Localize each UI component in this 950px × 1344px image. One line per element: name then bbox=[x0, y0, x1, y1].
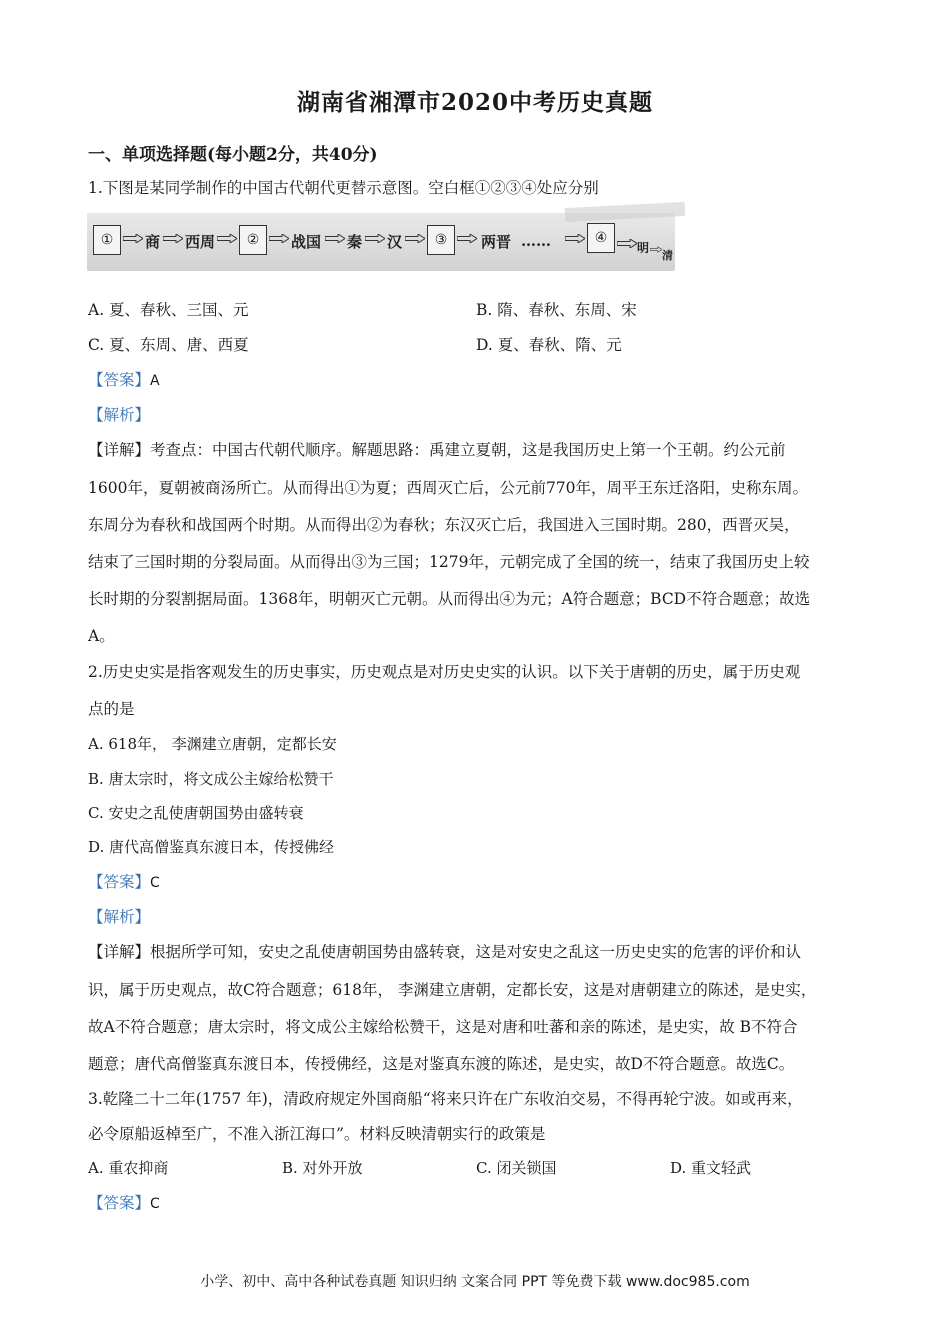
detail-text: 根据所学可知，安史之乱使唐朝国势由盛转衰，这是对安史之乱这一历史史实的危害的评价和认 bbox=[150, 943, 802, 961]
arrow-icon bbox=[163, 234, 183, 243]
detail-tag: 【详解】 bbox=[88, 441, 151, 459]
blank-box-4: ④ bbox=[587, 223, 615, 253]
dynasty-qin: 秦 bbox=[347, 232, 363, 251]
dynasty-shang: 商 bbox=[145, 232, 161, 251]
answer-value: A bbox=[150, 373, 160, 389]
q2-analysis-tag: 【解析】 bbox=[88, 908, 151, 926]
answer-tag: 【答案】 bbox=[88, 873, 151, 891]
q1-detail-line: 1600年，夏朝被商汤所亡。从而得出①为夏；西周灭亡后，公元前770年，周平王东迁洛阳，史称东周。 bbox=[88, 479, 809, 497]
q1-answer bbox=[88, 368, 160, 390]
blank-box-3: ③ bbox=[427, 225, 455, 255]
q1-stem: 1.下图是某同学制作的中国古代朝代更替示意图。空白框①②③④处应分别 bbox=[88, 179, 599, 197]
q3-stem: 3.乾隆二十二年(1757 年)，清政府规定外国商船“将来只许在广东收泊交易，不得再轮宁波。如或再来， bbox=[88, 1090, 803, 1108]
arrow-icon bbox=[650, 245, 662, 254]
q3-stem: 必令原船返棹至广，不准入浙江海口”。材料反映清朝实行的政策是 bbox=[88, 1125, 546, 1143]
q3-option-b: B. 对外开放 bbox=[282, 1159, 363, 1177]
q1-option-a: A. 夏、春秋、三国、元 bbox=[88, 301, 249, 319]
dynasty-xizhou: 西周 bbox=[185, 232, 216, 251]
q3-option-a: A. 重农抑商 bbox=[88, 1159, 169, 1177]
page-title: 湖南省湘潭市2020中考历史真题 bbox=[296, 89, 653, 116]
q1-option-c: C. 夏、东周、唐、西夏 bbox=[88, 336, 249, 354]
answer-value: C bbox=[150, 875, 160, 891]
q3-option-d: D. 重文轻武 bbox=[670, 1159, 752, 1177]
arrow-icon bbox=[617, 239, 637, 248]
answer-tag: 【答案】 bbox=[88, 1194, 151, 1212]
arrow-icon bbox=[217, 234, 237, 243]
arrow-icon bbox=[565, 234, 585, 243]
q2-detail-line: 题意；唐代高僧鉴真东渡日本，传授佛经，这是对鉴真东渡的陈述，是史实，故D不符合题意。故选C。 bbox=[88, 1055, 795, 1073]
q2-option-b: B. 唐太宗时，将文成公主嫁给松赞干 bbox=[88, 770, 334, 788]
figure-smudge bbox=[565, 202, 686, 222]
arrow-icon bbox=[269, 234, 289, 243]
q2-option-d: D. 唐代高僧鉴真东渡日本，传授佛经 bbox=[88, 838, 335, 856]
answer-tag: 【答案】 bbox=[88, 371, 151, 389]
dynasty-qing: 清 bbox=[662, 249, 673, 262]
q2-stem: 2.历史史实是指客观发生的历史事实，历史观点是对历史史实的认识。以下关于唐朝的历史，属于历史观 bbox=[88, 663, 801, 681]
page-footer: 小学、初中、高中各种试卷真题 知识归纳 文案合同 PPT 等免费下载 www.doc985.com bbox=[200, 1274, 750, 1290]
dynasty-zhanguo: 战国 bbox=[291, 232, 322, 251]
dynasty-ming: 明 bbox=[637, 240, 650, 255]
q2-detail-line: 识，属于历史观点，故C符合题意；618年， 李渊建立唐朝，定都长安，这是对唐朝建立的陈述，是史实， bbox=[88, 981, 817, 999]
q1-detail-line: 结束了三国时期的分裂局面。从而得出③为三国；1279年，元朝完成了全国的统一，结束了我国历史上较 bbox=[88, 553, 810, 571]
dynasty-timeline-figure bbox=[87, 213, 675, 271]
q1-detail-line: 长时期的分裂割据局面。1368年，明朝灭亡元朝。从而得出④为元；A符合题意；BCD不符合题意；故选 bbox=[88, 590, 811, 608]
q1-detail-line bbox=[88, 438, 786, 460]
detail-text: 考查点：中国古代朝代顺序。解题思路：禹建立夏朝，这是我国历史上第一个王朝。约公元前 bbox=[150, 441, 786, 459]
q2-option-c: C. 安史之乱使唐朝国势由盛转衰 bbox=[88, 804, 304, 822]
q2-stem: 点的是 bbox=[88, 700, 135, 718]
q1-analysis-tag: 【解析】 bbox=[88, 406, 151, 424]
q1-detail-line: A。 bbox=[88, 627, 115, 645]
blank-box-2: ② bbox=[239, 225, 267, 255]
detail-tag: 【详解】 bbox=[88, 943, 151, 961]
q2-answer bbox=[88, 870, 160, 892]
q3-option-c: C. 闭关锁国 bbox=[476, 1159, 557, 1177]
q3-answer bbox=[88, 1191, 160, 1213]
q2-detail-line bbox=[88, 940, 801, 962]
answer-value: C bbox=[150, 1196, 160, 1212]
q2-detail-line: 故A不符合题意；唐太宗时，将文成公主嫁给松赞干，这是对唐和吐蕃和亲的陈述，是史实，故 B不符合 bbox=[88, 1018, 798, 1036]
section-heading: 一、单项选择题(每小题2分，共40分) bbox=[88, 145, 378, 165]
q1-option-b: B. 隋、春秋、东周、宋 bbox=[476, 301, 637, 319]
arrow-icon bbox=[325, 234, 345, 243]
blank-box-1: ① bbox=[93, 225, 121, 255]
dynasty-han: 汉 bbox=[387, 232, 403, 251]
dynasty-liangjin: 两晋 bbox=[481, 232, 512, 251]
q1-option-d: D. 夏、春秋、隋、元 bbox=[476, 336, 622, 354]
timeline-ellipsis: …… bbox=[521, 232, 551, 250]
q1-detail-line: 东周分为春秋和战国两个时期。从而得出②为春秋；东汉灭亡后，我国进入三国时期。280，西晋灭吴， bbox=[88, 516, 800, 534]
arrow-icon bbox=[405, 234, 425, 243]
arrow-icon bbox=[457, 234, 477, 243]
arrow-icon bbox=[123, 234, 143, 243]
q2-option-a: A. 618年， 李渊建立唐朝，定都长安 bbox=[88, 735, 337, 753]
arrow-icon bbox=[365, 234, 385, 243]
